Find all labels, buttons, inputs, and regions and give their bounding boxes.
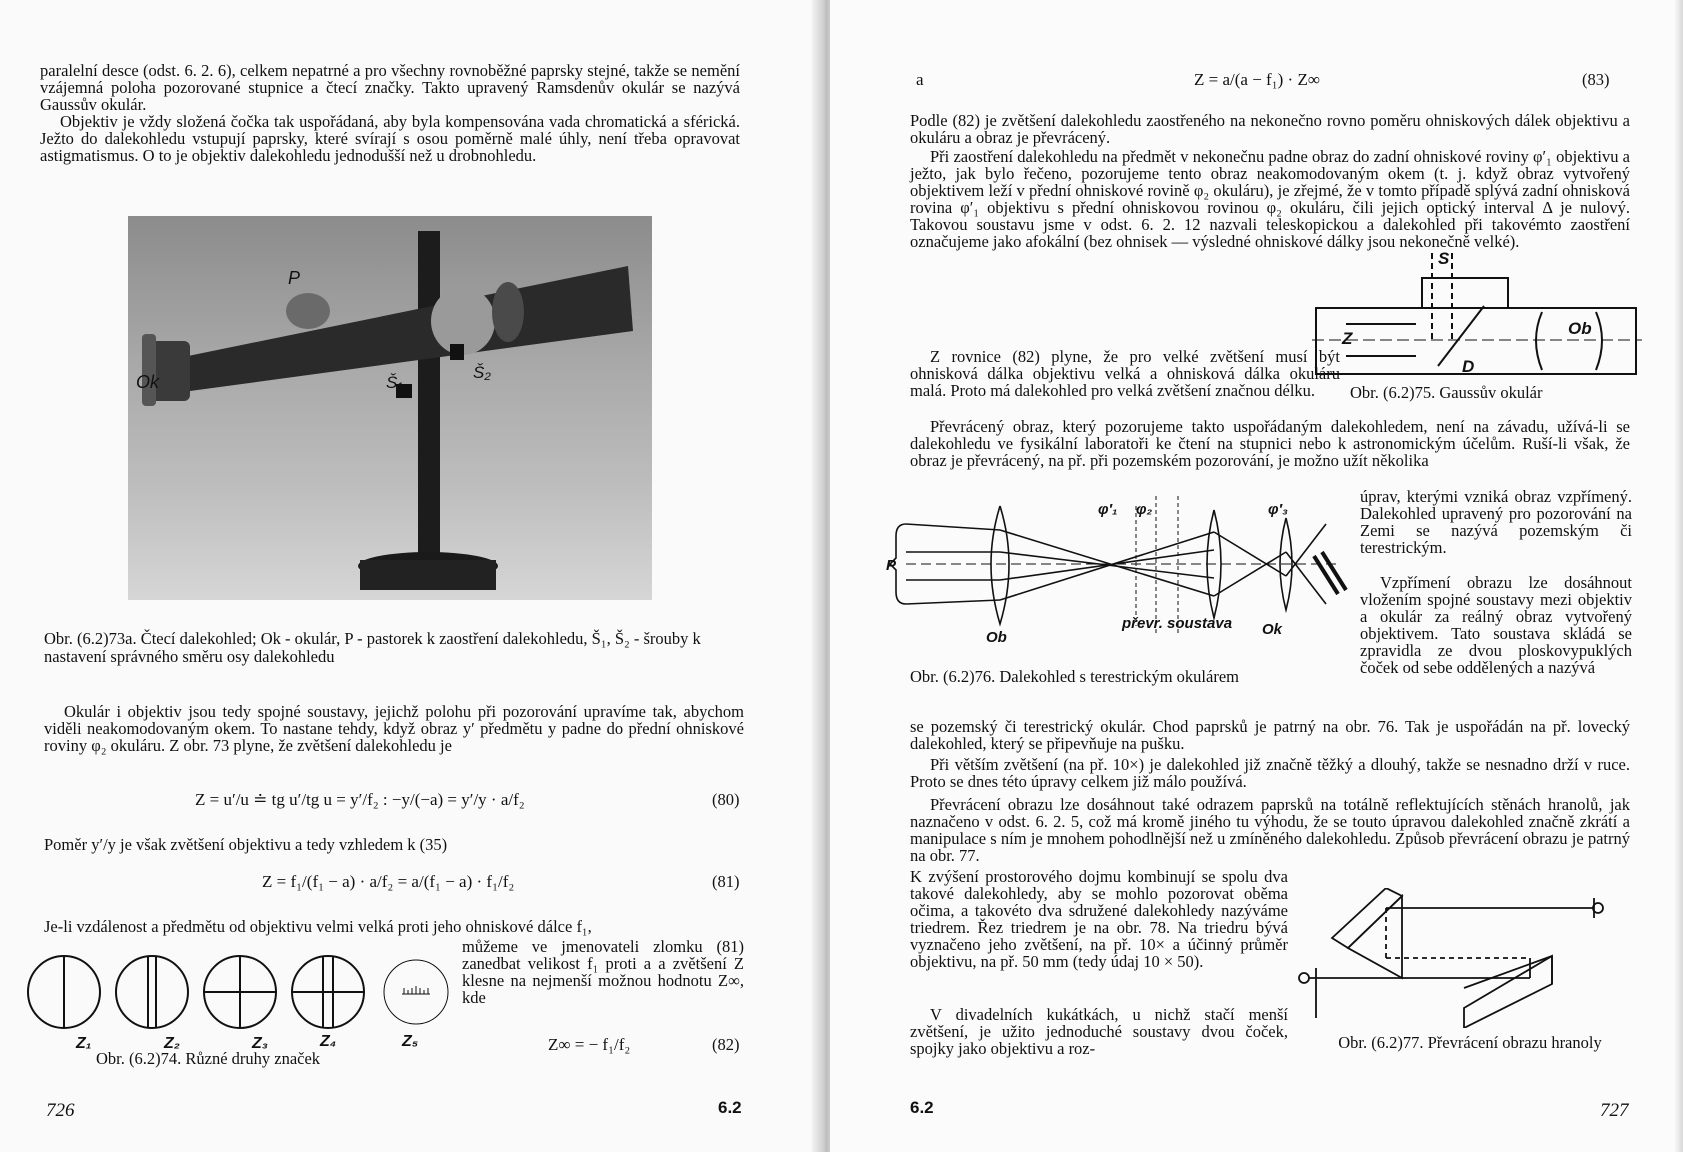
z2-label: Z₂ bbox=[164, 1035, 180, 1050]
fig77-prisms bbox=[1298, 888, 1648, 1028]
fig73-label-p: P bbox=[288, 268, 301, 288]
fig75-label-s: S bbox=[1438, 249, 1450, 268]
right-page bbox=[830, 0, 1683, 1152]
right-page-edge bbox=[1673, 0, 1683, 1152]
right-para-10: V divadelních kukátkách, u nichž stačí menší zvětšení, je užito jednoduché soustavy dvou čoček, spojky jako objektivu a roz- bbox=[910, 1005, 1288, 1058]
fig76-label-prevr: převr. soustava bbox=[1122, 615, 1233, 632]
equation-80: Z = u′/u ≐ tg u′/tg u = y′/f₂ : −y/(−a) = y′/y · a/f₂ bbox=[195, 790, 525, 809]
fig73-caption: Obr. (6.2)73a. Čtecí dalekohled; Ok - okulár, P - pastorek k zaostření dalekohledu, Š₁, Š₂ - šrouby k nastavení správného směru osy dalekohledu bbox=[44, 629, 701, 666]
fig73-label-ok: Ok bbox=[136, 372, 160, 392]
fig75-caption: Obr. (6.2)75. Gaussův okulár bbox=[1350, 383, 1543, 402]
fig76-label-ok: Ok bbox=[1262, 621, 1283, 638]
fig73-label-s1: Š₁ bbox=[386, 373, 403, 392]
fig75-label-ob: Ob bbox=[1568, 319, 1592, 338]
left-pomer: Poměr y′/y je však zvětšení objektivu a tedy vzhledem k (35) bbox=[44, 835, 448, 854]
left-para-4b: můžeme ve jmenovateli zlomku (81) zanedbat velikost f₁ proti a a zvětšení Z klesne na nejmenší možnou hodnotu Z∞, kde bbox=[462, 937, 744, 1007]
fig75-label-z: Z bbox=[1342, 329, 1353, 348]
right-para-4: Převrácený obraz, který pozorujeme takto uspořádaným dalekohledem, není na závadu, užívá-li se dalekohledu ve fysikální laboratoři ke čtení na stupnici nebo k astronomickým účelům. Ruší-li však, že obraz je převrácený, na př. při pozemském pozorování, je možno užít několika bbox=[910, 417, 1630, 470]
right-para-2-top bbox=[910, 148, 1630, 250]
z5-label: Z₅ bbox=[402, 1033, 419, 1050]
equation-81: Z = f₁/(f₁ − a) · a/f₂ = a/(f₁ − a) · f₁/f₂ bbox=[262, 872, 515, 891]
equation-83: Z = a/(a − f₁) · Z∞ bbox=[1194, 70, 1320, 89]
left-para-3: Okulár i objektiv jsou tedy spojné soustavy, jejichž polohu při pozorování upravíme tak, abychom viděli neakomodovaným okem. To nastane tehdy, když obraz y′ předmětu y padne do přední ohniskové roviny φ₂ okuláru. Z obr. 73 plyne, že zvětšení dalekohledu je bbox=[44, 702, 744, 755]
right-para-8: Převrácení obrazu lze dosáhnout také odrazem paprsků na totálně reflektujících stěnách hranolů, jak naznačeno v odst. 6. 2. 5, což má kromě jiného tu výhodu, že se touto úpravou dalekohled značně zkrátí a manipulace s ním je mnohem pohodlnější než u zmíněného dalekohledu. Způsob převrácení obrazu je patrný na obr. 77. bbox=[910, 795, 1630, 865]
right-para-6: se pozemský či terestrický okulár. Chod paprsků je patrný na obr. 76. Tak je uspořádán na př. lovecký dalekohled, který se připevňuje na pušku. bbox=[910, 717, 1630, 753]
z1-label: Z₁ bbox=[76, 1035, 92, 1050]
left-page bbox=[0, 0, 825, 1152]
right-para-1: Podle (82) je zvětšení dalekohledu zaostřeného na nekonečno rovno poměru ohniskových dálek objektivu a okuláru a obraz je převrácený. bbox=[910, 111, 1630, 147]
fig73-photo bbox=[128, 216, 652, 600]
right-section-number: 6.2 bbox=[910, 1098, 934, 1117]
fig74-reticles bbox=[14, 950, 450, 1050]
equation-80-number: (80) bbox=[712, 790, 740, 809]
left-para-1 bbox=[40, 62, 740, 164]
fig77-caption: Obr. (6.2)77. Převrácení obrazu hranoly bbox=[1338, 1033, 1602, 1052]
left-para-4a: Je-li vzdálenost a předmětu od objektivu velmi velká proti jeho ohniskové dálce f₁, bbox=[44, 917, 592, 936]
left-folio: 726 bbox=[46, 1100, 75, 1121]
z4-label: Z₄ bbox=[320, 1033, 337, 1050]
right-para-2-text: Při zaostření dalekohledu na předmět v nekonečnu padne obraz do zadní ohniskové roviny φ′₁ objektivu a ježto, jak bylo řečeno, pozorujeme tento obraz neakomodovaným okem (t. j. když obraz vytvořený objektivem leží v přední ohniskové rovině φ₂ okuláru), je zřejmé, že v tomto případě splývá zadní ohnisková rovina φ′₁ objektivu s přední ohniskovou rovinou φ₂ okuláru, čili jejich optický interval Δ je nulový. Takovou soustavu jsme v odst. 6. 2. 12 nazvali teleskopickou a dalekohled při takovémto zaostření označujeme jako afokální (bez ohnisek — výsledné ohniskové dálky jsou nekonečně velké). bbox=[910, 147, 1630, 251]
equation-82-number: (82) bbox=[712, 1035, 740, 1054]
equation-83-lead: a bbox=[916, 70, 924, 89]
left-section-number: 6.2 bbox=[718, 1098, 742, 1117]
fig76-label-phi1: φ′₁ bbox=[1098, 501, 1118, 518]
right-para-7: Při větším zvětšení (na př. 10×) je dalekohled již značně těžký a dlouhý, takže se nesnadno drží v ruce. Proto se dnes této úpravy celkem již málo používá. bbox=[910, 755, 1630, 791]
fig74-caption: Obr. (6.2)74. Různé druhy značek bbox=[96, 1049, 321, 1068]
right-para-5: Vzpřímení obrazu lze dosáhnout vložením spojné soustavy mezi objektiv a okulár za reálný obraz vytvořený objektivem. Tato soustava skládá se zpravidla ze dvou ploskovypuklých čoček od sebe oddělených a nazývá bbox=[1360, 573, 1632, 677]
right-para-9: K zvýšení prostorového dojmu kombinují se spolu dva takové dalekohledy, aby se mohlo pozorovat oběma očima, a takovéto dva sdružené dalekohledy nazýváme triedrem. Řez triedrem je na obr. 78. Na triedru bývá vyznačeno jeho zvětšení, na př. 10× a účinný průměr objektivu, na př. 50 mm (tedy údaj 10 × 50). bbox=[910, 867, 1288, 971]
fig76-label-phi2: φ₂ bbox=[1136, 501, 1153, 518]
equation-83-number: (83) bbox=[1582, 70, 1610, 89]
left-para-1-text: paralelní desce (odst. 6. 2. 6), celkem nepatrné a pro všechny rovnoběžné paprsky stejné, takže se nemění vzájemná poloha pozorované stupnice a čtecí značky. Takto upravený Ramsdenův okulár se nazývá Gaussův okulár. bbox=[40, 61, 740, 114]
equation-82: Z∞ = − f₁/f₂ bbox=[548, 1035, 631, 1054]
fig75-label-d: D bbox=[1462, 357, 1475, 376]
right-para-3: Z rovnice (82) plyne, že pro velké zvětšení musí být ohnisková dálka objektivu velká a ohnisková dálka okuláru malá. Proto má dalekohled pro velká zvětšení značnou délku. bbox=[910, 347, 1340, 400]
fig76-label-ob: Ob bbox=[986, 629, 1007, 646]
left-para-2-text: Objektiv je vždy složená čočka tak uspořádaná, aby byla kompensována vada chromatická a sférická. Ježto do dalekohledu vstupují paprsky, které svírají s osou poměrně malé úhly, není třeba opravovat astigmatismus. O to je objektiv dalekohledu jednodušší než u drobnohledu. bbox=[40, 112, 740, 165]
right-para-4-cont: úprav, kterými vzniká obraz vzpřímený. Dalekohled upravený pro pozorování na Zemi se nazývá pozemským či terestrickým. bbox=[1360, 487, 1632, 557]
fig76-label-phi3: φ′₃ bbox=[1268, 501, 1288, 518]
z3-label: Z₃ bbox=[252, 1035, 268, 1050]
fig73-telescope-drawing bbox=[128, 216, 652, 600]
fig76-terrestrial-telescope bbox=[886, 496, 1356, 646]
right-folio: 727 bbox=[1600, 1100, 1629, 1121]
equation-81-number: (81) bbox=[712, 872, 740, 891]
fig75-gauss-eyepiece bbox=[1312, 248, 1642, 378]
fig73-label-s2: Š₂ bbox=[473, 363, 491, 382]
fig76-caption: Obr. (6.2)76. Dalekohled s terestrickým okulárem bbox=[910, 667, 1239, 686]
fig76-label-p: P bbox=[886, 557, 897, 574]
